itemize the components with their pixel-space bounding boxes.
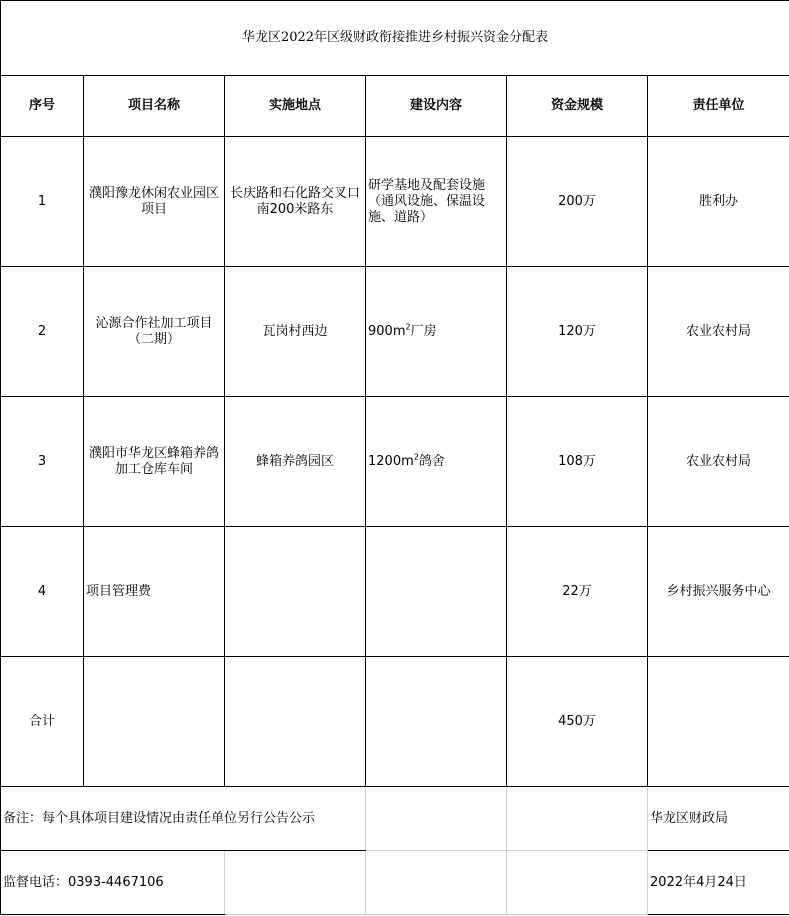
row-no: 1: [1, 137, 84, 267]
table-row: [1, 267, 789, 397]
row-content: 研学基地及配套设施（通风设施、保温设施、道路）: [366, 137, 507, 267]
row-location: 长庆路和石化路交叉口南200米路东: [225, 137, 366, 267]
header-name: 项目名称: [84, 76, 225, 137]
row-unit: 胜利办: [648, 137, 789, 267]
footer-phone-row: [1, 851, 789, 915]
header-funds: 资金规模: [507, 76, 648, 137]
row-name: 沁源合作社加工项目（二期）: [84, 267, 225, 397]
footer-empty-cell: [366, 787, 507, 851]
header-location: 实施地点: [225, 76, 366, 137]
content-type: 厂房: [410, 323, 437, 339]
footer-note-row: [1, 787, 789, 851]
header-unit: 责任单位: [648, 76, 789, 137]
row-name: 濮阳豫龙休闲农业园区项目: [84, 137, 225, 267]
row-unit: 农业农村局: [648, 267, 789, 397]
content-area: 900m: [368, 323, 406, 339]
row-unit: 乡村振兴服务中心: [648, 527, 789, 657]
table-title: 华龙区2022年区级财政衔接推进乡村振兴资金分配表: [1, 1, 789, 76]
row-unit: 农业农村局: [648, 397, 789, 527]
row-content: [366, 527, 507, 657]
total-empty-cell: [225, 657, 366, 787]
content-type: 鸽舍: [418, 453, 445, 469]
total-empty-cell: [648, 657, 789, 787]
row-content: [366, 267, 507, 397]
row-funds: 200万: [507, 137, 648, 267]
footer-empty-cell: [507, 787, 648, 851]
table-row: [1, 137, 789, 267]
footer-empty-cell: [225, 851, 366, 915]
row-funds: 120万: [507, 267, 648, 397]
row-funds: 22万: [507, 527, 648, 657]
row-content: [366, 397, 507, 527]
row-name: 濮阳市华龙区蜂箱养鸽加工仓库车间: [84, 397, 225, 527]
footer-phone: 监督电话：0393-4467106: [1, 851, 225, 915]
row-funds: 108万: [507, 397, 648, 527]
header-no: 序号: [1, 76, 84, 137]
footer-date: 2022年4月24日: [648, 851, 789, 915]
content-area: 1200m: [368, 453, 414, 469]
content-area-unit-exponent: 2: [413, 452, 419, 462]
row-location: 蜂箱养鸽园区: [225, 397, 366, 527]
total-empty-cell: [366, 657, 507, 787]
table-row: [1, 527, 789, 657]
row-no: 4: [1, 527, 84, 657]
content-area-unit-exponent: 2: [405, 322, 411, 332]
total-funds: 450万: [507, 657, 648, 787]
footer-issuer: 华龙区财政局: [648, 787, 789, 851]
footer-empty-cell: [507, 851, 648, 915]
total-label: 合计: [1, 657, 84, 787]
table-row: [1, 397, 789, 527]
header-row: [1, 76, 789, 137]
row-no: 3: [1, 397, 84, 527]
total-empty-cell: [84, 657, 225, 787]
row-no: 2: [1, 267, 84, 397]
row-location: [225, 527, 366, 657]
total-row: [1, 657, 789, 787]
header-content: 建设内容: [366, 76, 507, 137]
row-name: 项目管理费: [84, 527, 225, 657]
row-location: 瓦岗村西边: [225, 267, 366, 397]
footer-empty-cell: [366, 851, 507, 915]
footer-note: 备注：每个具体项目建设情况由责任单位另行公告公示: [1, 787, 366, 851]
